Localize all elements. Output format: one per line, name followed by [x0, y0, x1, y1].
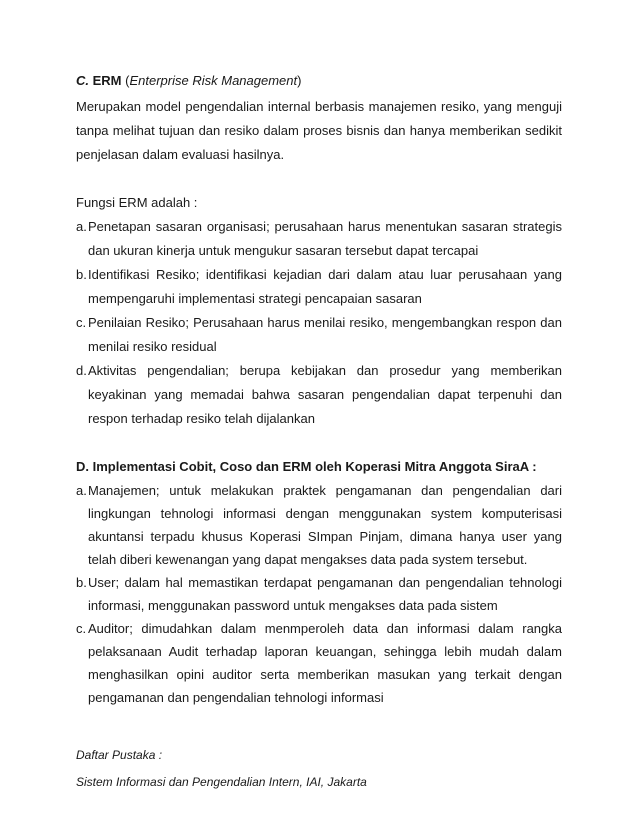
document-page [76, 71, 562, 792]
list-item-text: Aktivitas pengendalian; berupa kebijakan dan prosedur yang memberikan keyakinan yang memadai bahwa sasaran pengendalian dapat terpenuhi dan respon terhadap resiko telah dijalankan [88, 363, 562, 426]
list-item [76, 359, 562, 431]
list-item-text: User; dalam hal memastikan terdapat pengamanan dan pengendalian tehnologi informasi, menggunakan password untuk mengakses data pada sistem [88, 575, 562, 613]
section-c-letter: C. [76, 73, 89, 88]
list-marker: b. [76, 267, 87, 282]
section-c-title: ERM [92, 73, 122, 88]
spacer [76, 167, 562, 191]
references-section [76, 745, 562, 792]
reference-entry: Sistem Informasi dan Pengendalian Intern, IAI, Jakarta [76, 775, 367, 789]
list-marker: c. [76, 315, 87, 330]
list-item [76, 617, 562, 709]
section-c-paren-open: ( [125, 73, 130, 88]
list-marker: a. [76, 219, 87, 234]
list-marker: d. [76, 363, 87, 378]
list-item [76, 311, 562, 359]
list-item-text: Penilaian Resiko; Perusahaan harus menilai resiko, mengembangkan respon dan menilai resiko residual [88, 315, 562, 354]
list-item [76, 263, 562, 311]
fungsi-erm-list [76, 215, 562, 431]
implementation-list [76, 479, 562, 709]
list-marker: a. [76, 483, 87, 498]
section-c-subtitle: Enterprise Risk Management [129, 73, 298, 88]
list-item-text: Penetapan sasaran organisasi; perusahaan harus menentukan sasaran strategis dan ukuran kinerja untuk mengukur sasaran tersebut dapat tercapai [88, 219, 562, 258]
section-c-heading [76, 71, 562, 91]
list-item-text: Identifikasi Resiko; identifikasi kejadian dari dalam atau luar perusahaan yang mempengaruhi implementasi strategi pencapaian sasaran [88, 267, 562, 306]
section-c-paren-close: ) [297, 73, 302, 88]
spacer [76, 431, 562, 455]
list-item-text: Auditor; dimudahkan dalam menmperoleh data dan informasi dalam rangka pelaksanaan Audit terhadap laporan keuangan, sehingga lebih mudah dalam menghasilkan opini auditor serta memberikan masukan yang terkait dengan pengamanan dan pengendalian tehnologi informasi [88, 621, 562, 705]
erm-definition-paragraph: Merupakan model pengendalian internal berbasis manajemen resiko, yang menguji tanpa melihat tujuan dan resiko dalam proses bisnis dan hanya memberikan sedikit penjelasan dalam evaluasi hasilnya. [76, 99, 562, 162]
references-title: Daftar Pustaka : [76, 748, 163, 762]
section-d-heading: D. Implementasi Cobit, Coso dan ERM oleh Koperasi Mitra Anggota SiraA : [76, 459, 537, 474]
list-item [76, 571, 562, 617]
list-item-text: Manajemen; untuk melakukan praktek pengamanan dan pengendalian dari lingkungan tehnologi informasi dengan menggunakan system komputerisasi akuntansi terpadu khusus Koperasi SImpan Pinjam, dimana hanya user yang telah diberi kewenangan yang dapat mengakses data pada system tersebut. [88, 483, 562, 567]
fungsi-erm-intro: Fungsi ERM adalah : [76, 195, 198, 210]
list-marker: c. [76, 621, 87, 636]
list-marker: b. [76, 575, 87, 590]
list-item [76, 215, 562, 263]
list-item [76, 479, 562, 571]
